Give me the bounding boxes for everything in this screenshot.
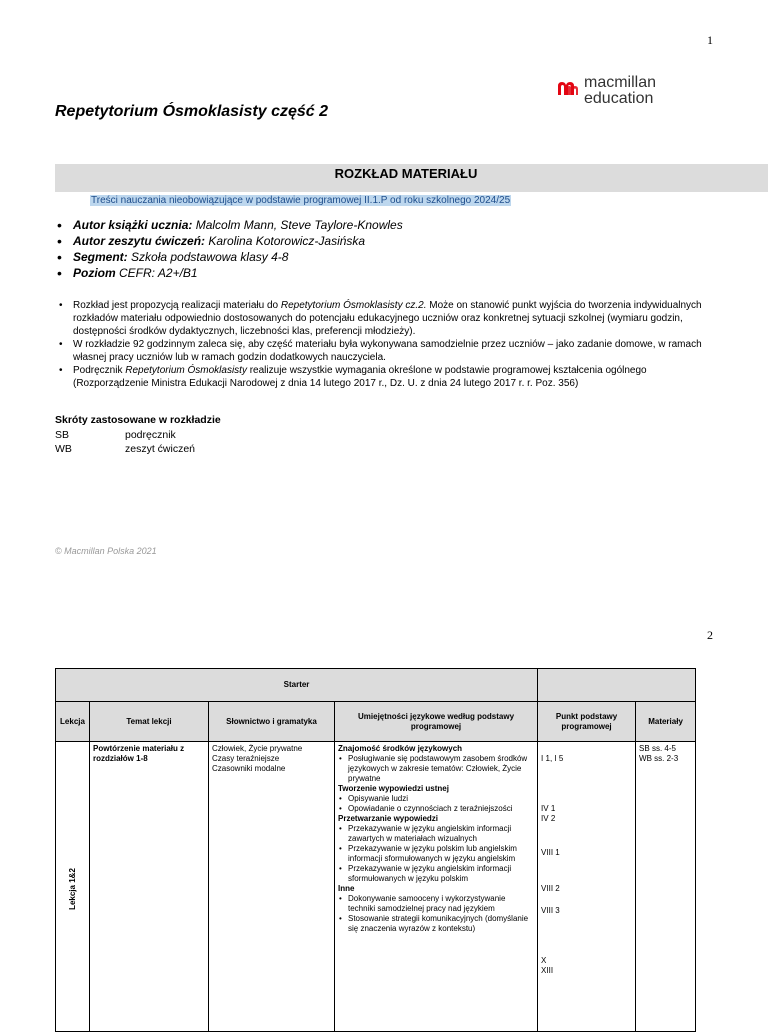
curriculum-table xyxy=(55,668,696,1032)
note-item: • Rozkład jest propozycją realizacji materiału do Repetytorium Ósmoklasisty cz.2. Może on stanowić punkt wyjścia do tworzenia indywidualnych rozkładów materiału odpowiednio dostosowanych do potencjału edukacyjnego uczniów oraz konkretnej sytuacji szkolnej (wymiaru godzin, dostępności środków dydaktycznych, liczebności klas, preferencji młodzieży). xyxy=(55,299,715,338)
header-umiejetnosci: Umiejętności językowe według podstawy programowej xyxy=(335,702,538,742)
notes-list xyxy=(55,299,715,390)
header-temat: Temat lekcji xyxy=(90,702,209,742)
header-punkt: Punkt podstawy programowej xyxy=(538,702,636,742)
copyright: © Macmillan Polska 2021 xyxy=(55,546,157,556)
meta-item: • Autor książki ucznia: Malcolm Mann, Steve Taylore-Knowles xyxy=(55,217,403,233)
abbreviations-title: Skróty zastosowane w rozkładzie xyxy=(55,414,221,426)
section-title-blank xyxy=(538,669,696,702)
abbreviation-row: WB zeszyt ćwiczeń xyxy=(55,443,196,455)
page-number: 1 xyxy=(707,33,713,47)
cell-umiejetnosci: Znajomość środków językowych • Posługiwanie się podstawowym zasobem środków językowych w zakresie tematów: Człowiek, Życie prywatne Tworzenie wypowiedzi ustnej • Opisywanie ludzi • Opowiadanie o czynnościach z teraźniejszości Przetwarzanie wypowiedzi • Przekazywanie w języku angielskim informacji zawartych w materiałach wizualnych • Przekazywanie w języku polskim lub angielskim informacji sformułowanych w języku angielskim • Przekazywanie w języku angielskim informacji sformułowanych w języku polskim Inne • Dokonywanie samooceny i wykorzystywanie techniki samodzielnej pracy nad językiem • Stosowanie strategii komunikacyjnych (domyślanie się znaczenia wyrazów z kontekstu) xyxy=(335,742,538,1032)
logo-text-macmillan: macmillan xyxy=(584,74,657,91)
logo-text-education: education xyxy=(584,90,654,107)
cell-slownictwo: Człowiek, Życie prywatne Czasy teraźniejsze Czasowniki modalne xyxy=(209,742,335,1032)
page-number: 2 xyxy=(707,628,713,642)
cell-temat: Powtórzenie materiału z rozdziałów 1-8 xyxy=(90,742,209,1032)
cell-materialy: SB ss. 4-5 WB ss. 2-3 xyxy=(636,742,696,1032)
header-slownictwo: Słownictwo i gramatyka xyxy=(209,702,335,742)
note-item: • Podręcznik Repetytorium Ósmoklasisty realizuje wszystkie wymagania określone w podstawie programowej kształcenia ogólnego (Rozporządzenie Ministra Edukacji Narodowej z dnia 14 lutego 2017 r., Dz. U. z dnia 24 lutego 2017 r. r. Poz. 356) xyxy=(55,364,715,390)
highlighted-note: Treści nauczania nieobowiązujące w podstawie programowej II.1.P od roku szkolnego 2024/25 xyxy=(91,195,511,206)
cell-punkt: I 1, I 5 IV 1 IV 2 VIII 1 VIII 2 VIII 3 X XIII xyxy=(538,742,636,1032)
abbreviation-row: SB podręcznik xyxy=(55,429,176,441)
cell-lekcja xyxy=(56,742,90,1032)
lesson-label: Lekcja 1&2 xyxy=(67,868,77,910)
section-title: Starter xyxy=(56,669,538,702)
macmillan-logo-icon xyxy=(557,80,579,96)
header-materialy: Materiały xyxy=(636,702,696,742)
header-lekcja: Lekcja xyxy=(56,702,90,742)
document-title: Repetytorium Ósmoklasisty część 2 xyxy=(55,103,329,120)
table-row xyxy=(56,742,696,1032)
metadata-list xyxy=(55,217,403,281)
note-item: • W rozkładzie 92 godzinnym zaleca się, aby część materiału była wykonywana samodzielnie przez uczniów – jako zadanie domowe, w ramach własnej pracy uczniów lub w ramach godzin dodatkowych nauczyciela. xyxy=(55,338,715,364)
section-banner: ROZKŁAD MATERIAŁU xyxy=(55,164,768,192)
meta-item: • Poziom CEFR: A2+/B1 xyxy=(55,265,403,281)
meta-item: • Segment: Szkoła podstawowa klasy 4-8 xyxy=(55,249,403,265)
meta-item: • Autor zeszytu ćwiczeń: Karolina Kotorowicz-Jasińska xyxy=(55,233,403,249)
